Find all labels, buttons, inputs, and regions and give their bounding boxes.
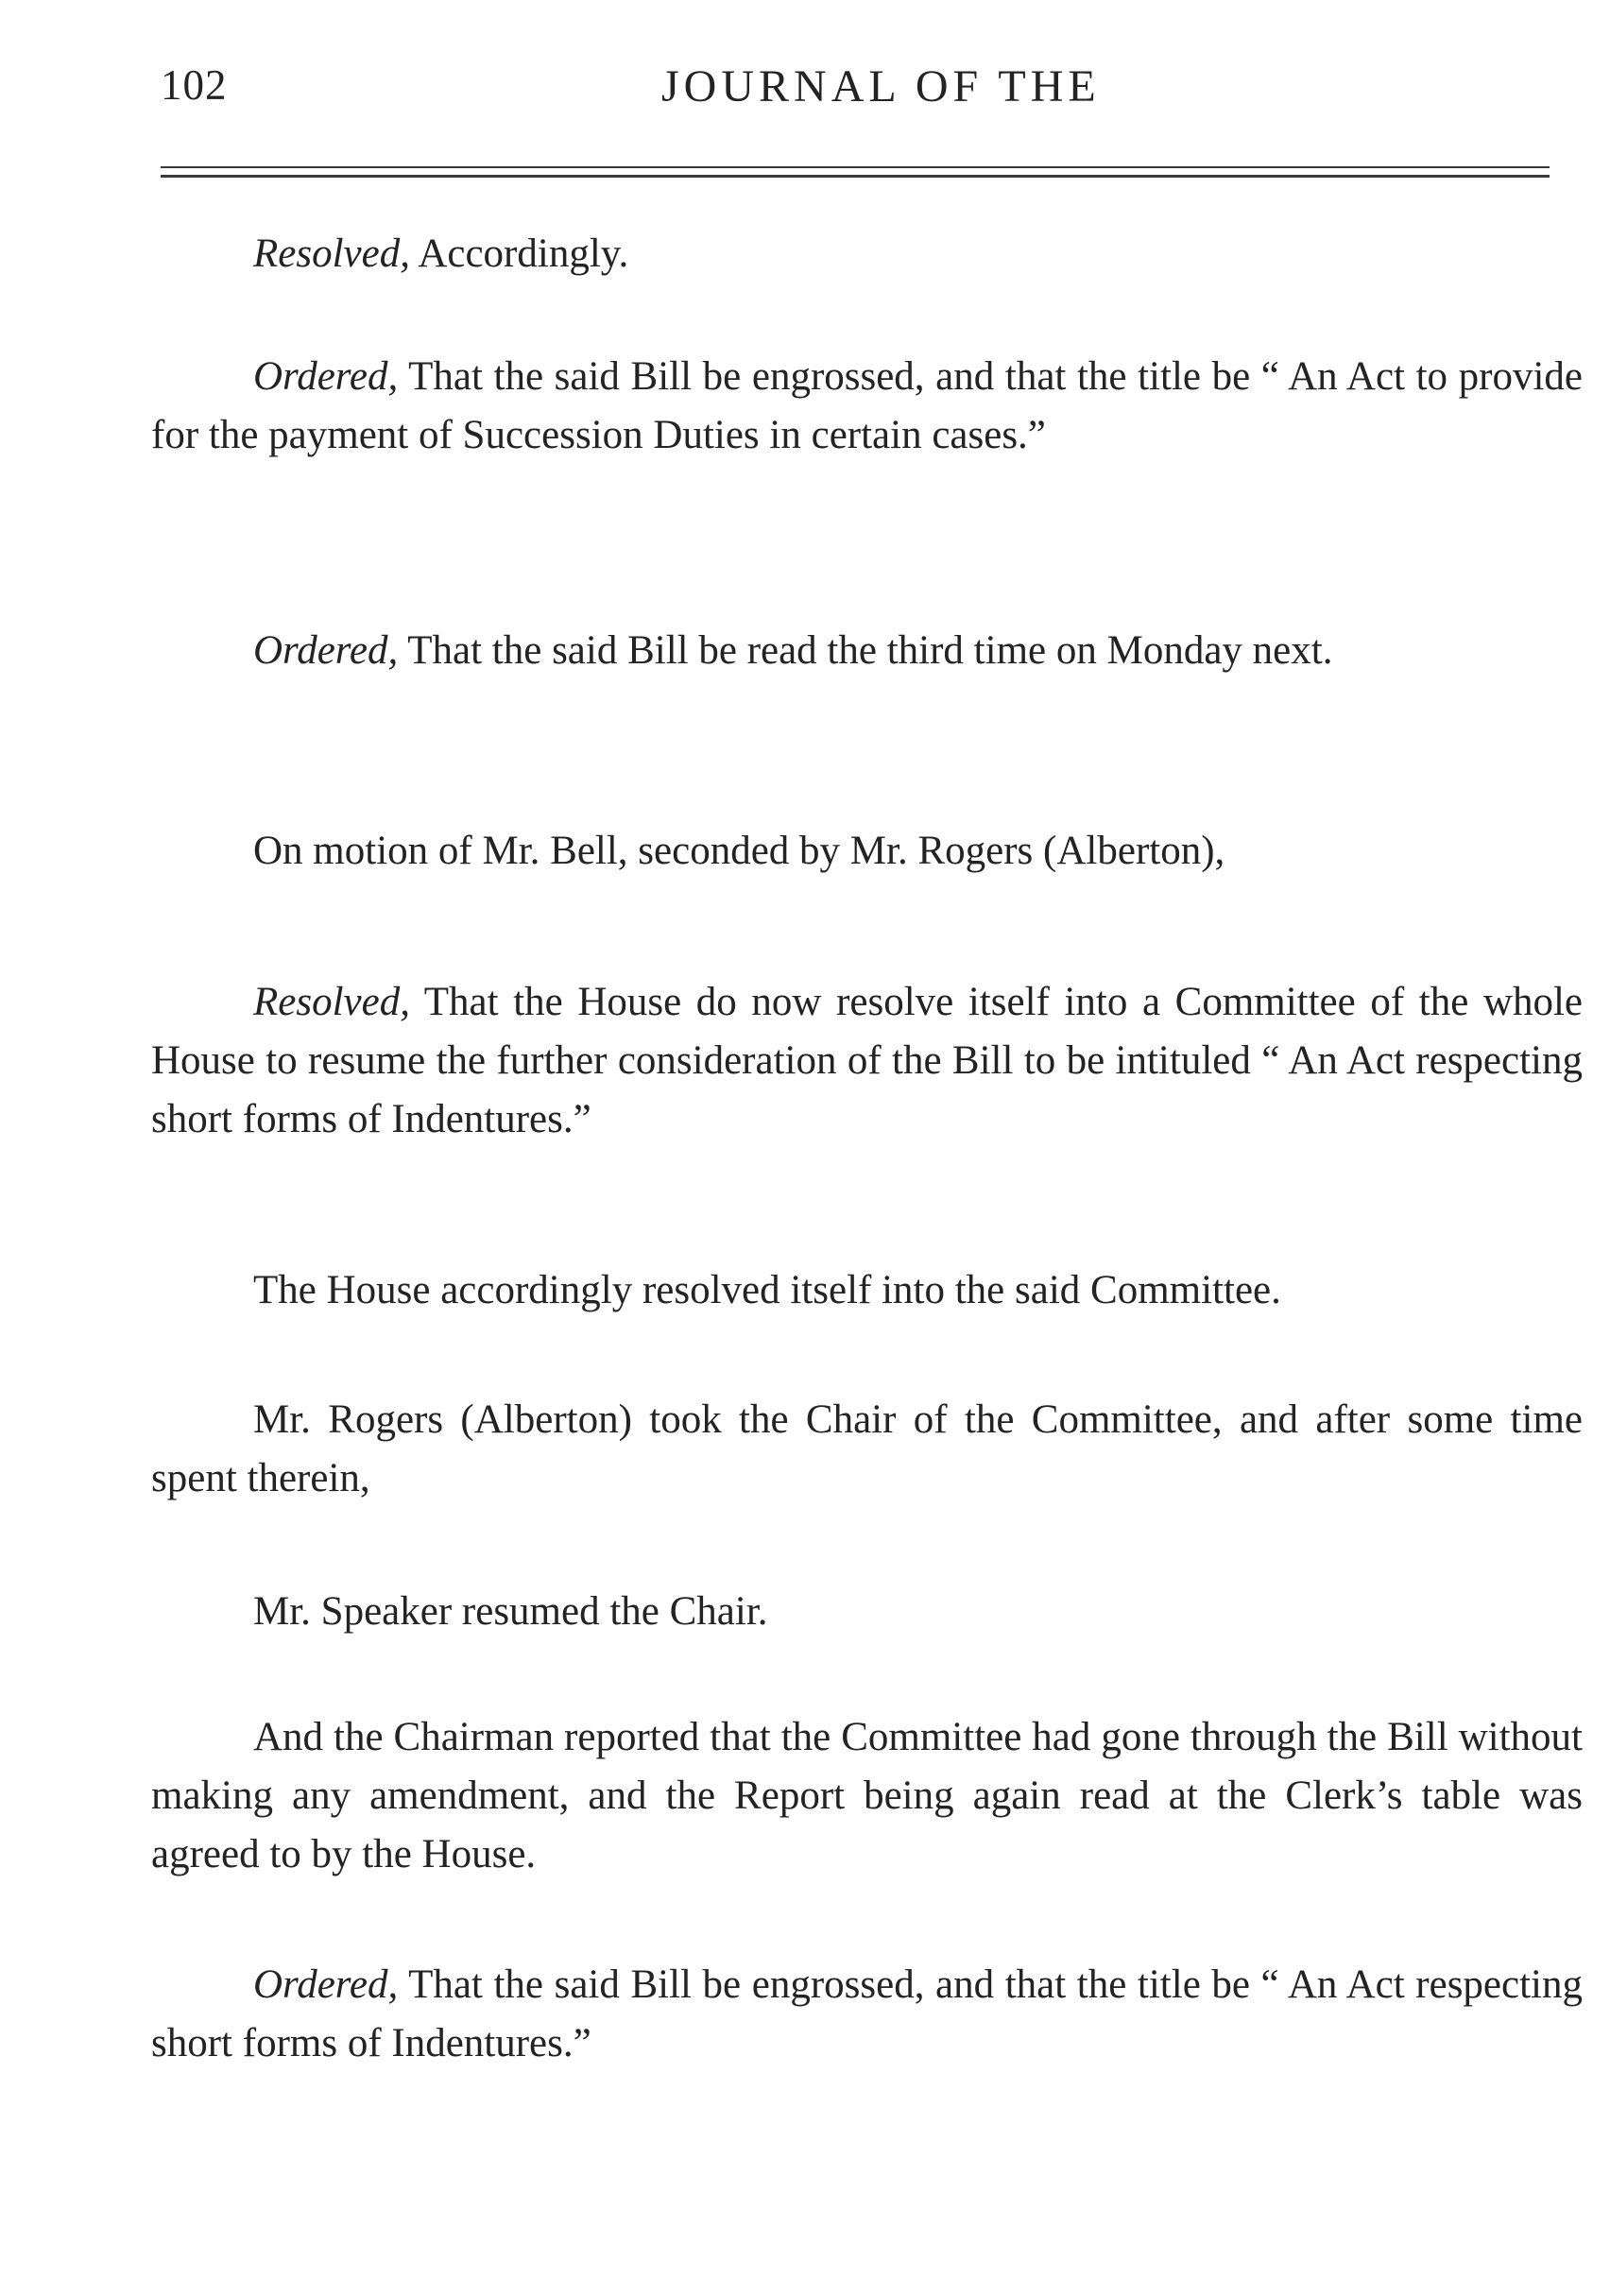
paragraph-ordered-engrossed-indentures xyxy=(151,1956,1583,2073)
paragraph-speaker-resumed xyxy=(151,1583,1583,1641)
paragraph-chair-taken xyxy=(151,1391,1583,1508)
header-rule-thick xyxy=(161,175,1550,178)
paragraph-lead: Ordered, xyxy=(253,354,399,399)
paragraph-text: That the said Bill be engrossed, and that the title be “ An Act to provide for the payment of Succession Duties in certain cases.” xyxy=(151,354,1583,457)
paragraph-text: On motion of Mr. Bell, seconded by Mr. Rogers (Alberton), xyxy=(253,829,1225,873)
paragraph-motion xyxy=(151,822,1583,881)
paragraph-resolved-committee xyxy=(151,973,1583,1149)
paragraph-lead: Ordered, xyxy=(253,628,399,673)
header-rule-thin xyxy=(161,166,1550,168)
paragraph-text: The House accordingly resolved itself into the said Committee. xyxy=(253,1268,1281,1312)
paragraph-text: That the House do now resolve itself into a Committee of the whole House to resume the further consideration of the Bill to be intituled “ An Act respecting short forms of Indentures.” xyxy=(151,980,1583,1141)
paragraph-text: Mr. Rogers (Alberton) took the Chair of the Committee, and after some time spent therein, xyxy=(151,1397,1583,1500)
page-number: 102 xyxy=(161,61,228,109)
paragraph-house-resolved xyxy=(151,1261,1583,1320)
paragraph-chairman-reported xyxy=(151,1708,1583,1884)
page-header xyxy=(161,60,1550,127)
paragraph-text: Accordingly. xyxy=(409,231,629,276)
paragraph-text: Mr. Speaker resumed the Chair. xyxy=(253,1589,768,1634)
running-head: JOURNAL OF THE xyxy=(661,61,1101,111)
paragraph-resolved-accordingly xyxy=(151,225,1583,283)
paragraph-lead: Ordered, xyxy=(253,1962,399,2007)
header-rule xyxy=(161,166,1550,180)
paragraph-text: And the Chairman reported that the Committee had gone through the Bill without making any amendment, and the Report being again read at the Clerk’s table was agreed to by the House. xyxy=(151,1715,1583,1876)
paragraph-text: That the said Bill be engrossed, and that the title be “ An Act respecting short forms of Indentures.” xyxy=(151,1962,1583,2065)
paragraph-lead: Resolved, xyxy=(253,231,410,276)
paragraph-ordered-third-reading xyxy=(151,622,1583,680)
paragraph-text: That the said Bill be read the third time on Monday next. xyxy=(398,628,1333,673)
paragraph-lead: Resolved, xyxy=(253,980,410,1024)
paragraph-ordered-engrossed-succession xyxy=(151,348,1583,465)
